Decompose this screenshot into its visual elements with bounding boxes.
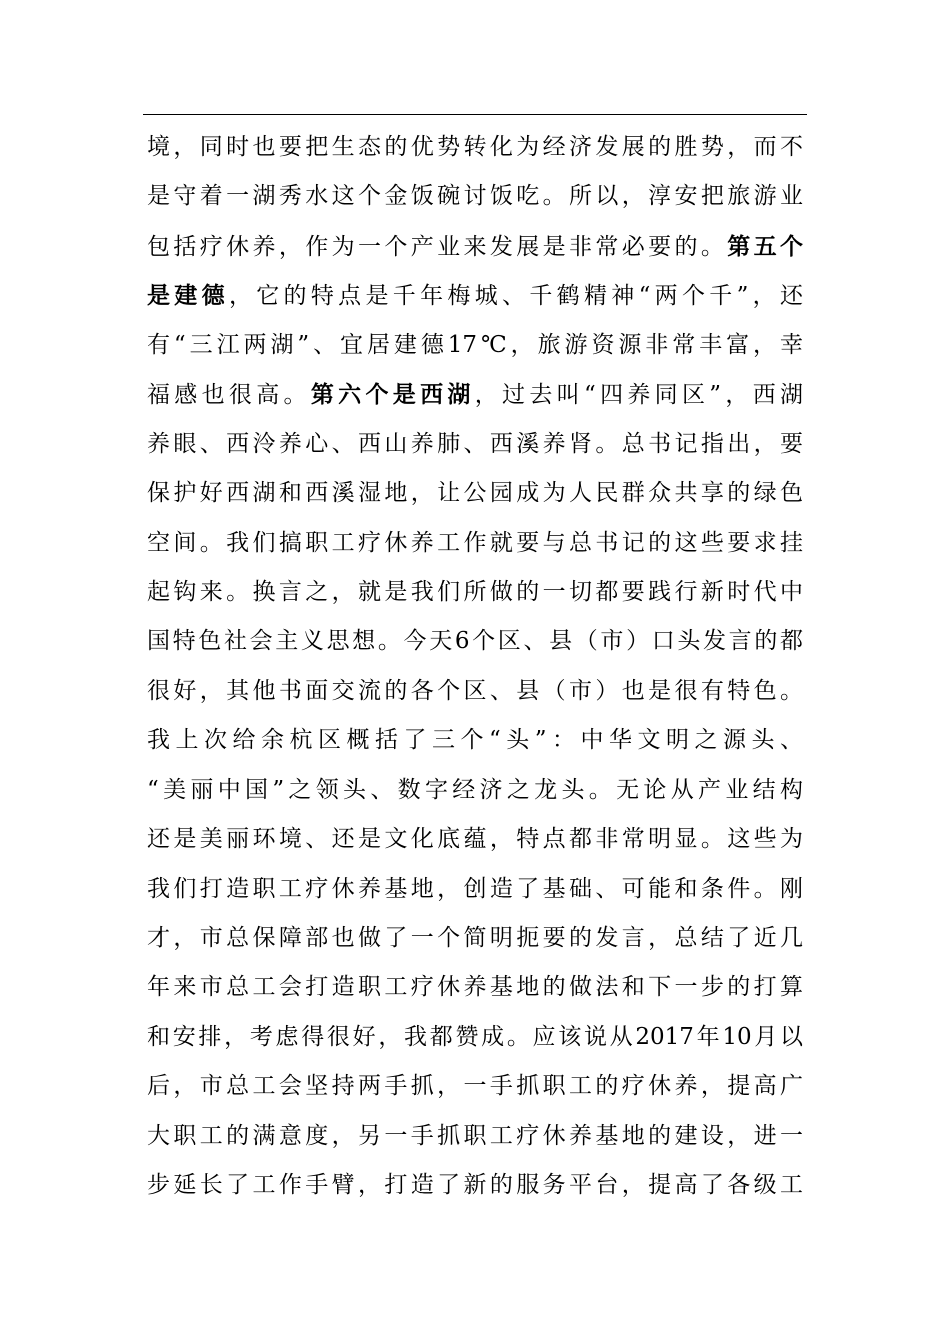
text-segment: 国特色社会主义思想。今天6个区、县（市）口头发言的都 xyxy=(147,628,803,655)
text-segment: “美丽中国”之领头、数字经济之龙头。无论从产业结构 xyxy=(147,776,803,803)
text-segment: 空间。我们搞职工疗休养工作就要与总书记的这些要求挂 xyxy=(147,529,803,556)
bold-text-segment: 第五个 xyxy=(727,232,803,260)
text-segment: 步延长了工作手臂，打造了新的服务平台，提高了各级工 xyxy=(147,1172,803,1199)
text-line xyxy=(147,123,803,172)
text-segment: 保护好西湖和西溪湿地，让公园成为人民群众共享的绿色 xyxy=(147,480,803,507)
header-rule xyxy=(143,114,807,115)
text-line xyxy=(147,519,803,568)
bold-text-segment: 是建德 xyxy=(147,282,229,310)
text-line xyxy=(147,914,803,963)
text-segment: 境，同时也要把生态的优势转化为经济发展的胜势，而不 xyxy=(147,134,803,160)
body-text xyxy=(147,123,803,1211)
text-segment: 很好，其他书面交流的各个区、县（市）也是很有特色。 xyxy=(147,677,803,704)
text-segment: 年来市总工会打造职工疗休养基地的做法和下一步的打算 xyxy=(147,974,803,1001)
text-line xyxy=(147,321,803,370)
text-line xyxy=(147,1112,803,1161)
text-line xyxy=(147,1062,803,1111)
text-line xyxy=(147,963,803,1012)
text-line xyxy=(147,1161,803,1210)
text-segment: 才，市总保障部也做了一个简明扼要的发言，总结了近几 xyxy=(147,925,803,951)
text-segment: 我们打造职工疗休养基地，创造了基础、可能和条件。刚 xyxy=(147,875,803,902)
text-segment: 大职工的满意度，另一手抓职工疗休养基地的建设，进一 xyxy=(147,1122,803,1149)
text-line xyxy=(147,766,803,815)
text-segment: 还是美丽环境、还是文化底蕴，特点都非常明显。这些为 xyxy=(147,826,803,853)
text-line xyxy=(147,865,803,914)
text-line xyxy=(147,370,803,419)
text-line xyxy=(147,716,803,765)
text-segment: 起钩来。换言之，就是我们所做的一切都要践行新时代中 xyxy=(147,578,803,605)
text-segment: 福感也很高。 xyxy=(147,382,311,409)
text-line xyxy=(147,1013,803,1062)
text-line xyxy=(147,667,803,716)
text-segment: 包括疗休养，作为一个产业来发展是非常必要的。 xyxy=(147,233,728,260)
text-segment: ，过去叫“四养同区”，西湖 xyxy=(474,382,803,409)
text-line xyxy=(147,815,803,864)
text-segment: 和安排，考虑得很好，我都赞成。应该说从2017年10月以 xyxy=(147,1023,803,1050)
text-line xyxy=(147,420,803,469)
text-segment: 后，市总工会坚持两手抓，一手抓职工的疗休养，提高广 xyxy=(147,1073,803,1100)
text-line xyxy=(147,172,803,221)
text-line xyxy=(147,222,803,271)
text-line xyxy=(147,271,803,320)
text-segment: 养眼、西泠养心、西山养肺、西溪养肾。总书记指出，要 xyxy=(147,430,803,457)
text-segment: ，它的特点是千年梅城、千鹤精神“两个千”，还 xyxy=(228,283,803,310)
bold-text-segment: 第六个是西湖 xyxy=(310,381,475,409)
text-segment: 有“三江两湖”、宜居建德17℃，旅游资源非常丰富，幸 xyxy=(147,331,803,358)
text-segment: 我上次给余杭区概括了三个“头”：中华文明之源头、 xyxy=(147,727,803,754)
text-line xyxy=(147,617,803,666)
text-line xyxy=(147,568,803,617)
text-line xyxy=(147,469,803,518)
text-segment: 是守着一湖秀水这个金饭碗讨饭吃。所以，淳安把旅游业 xyxy=(147,183,803,210)
